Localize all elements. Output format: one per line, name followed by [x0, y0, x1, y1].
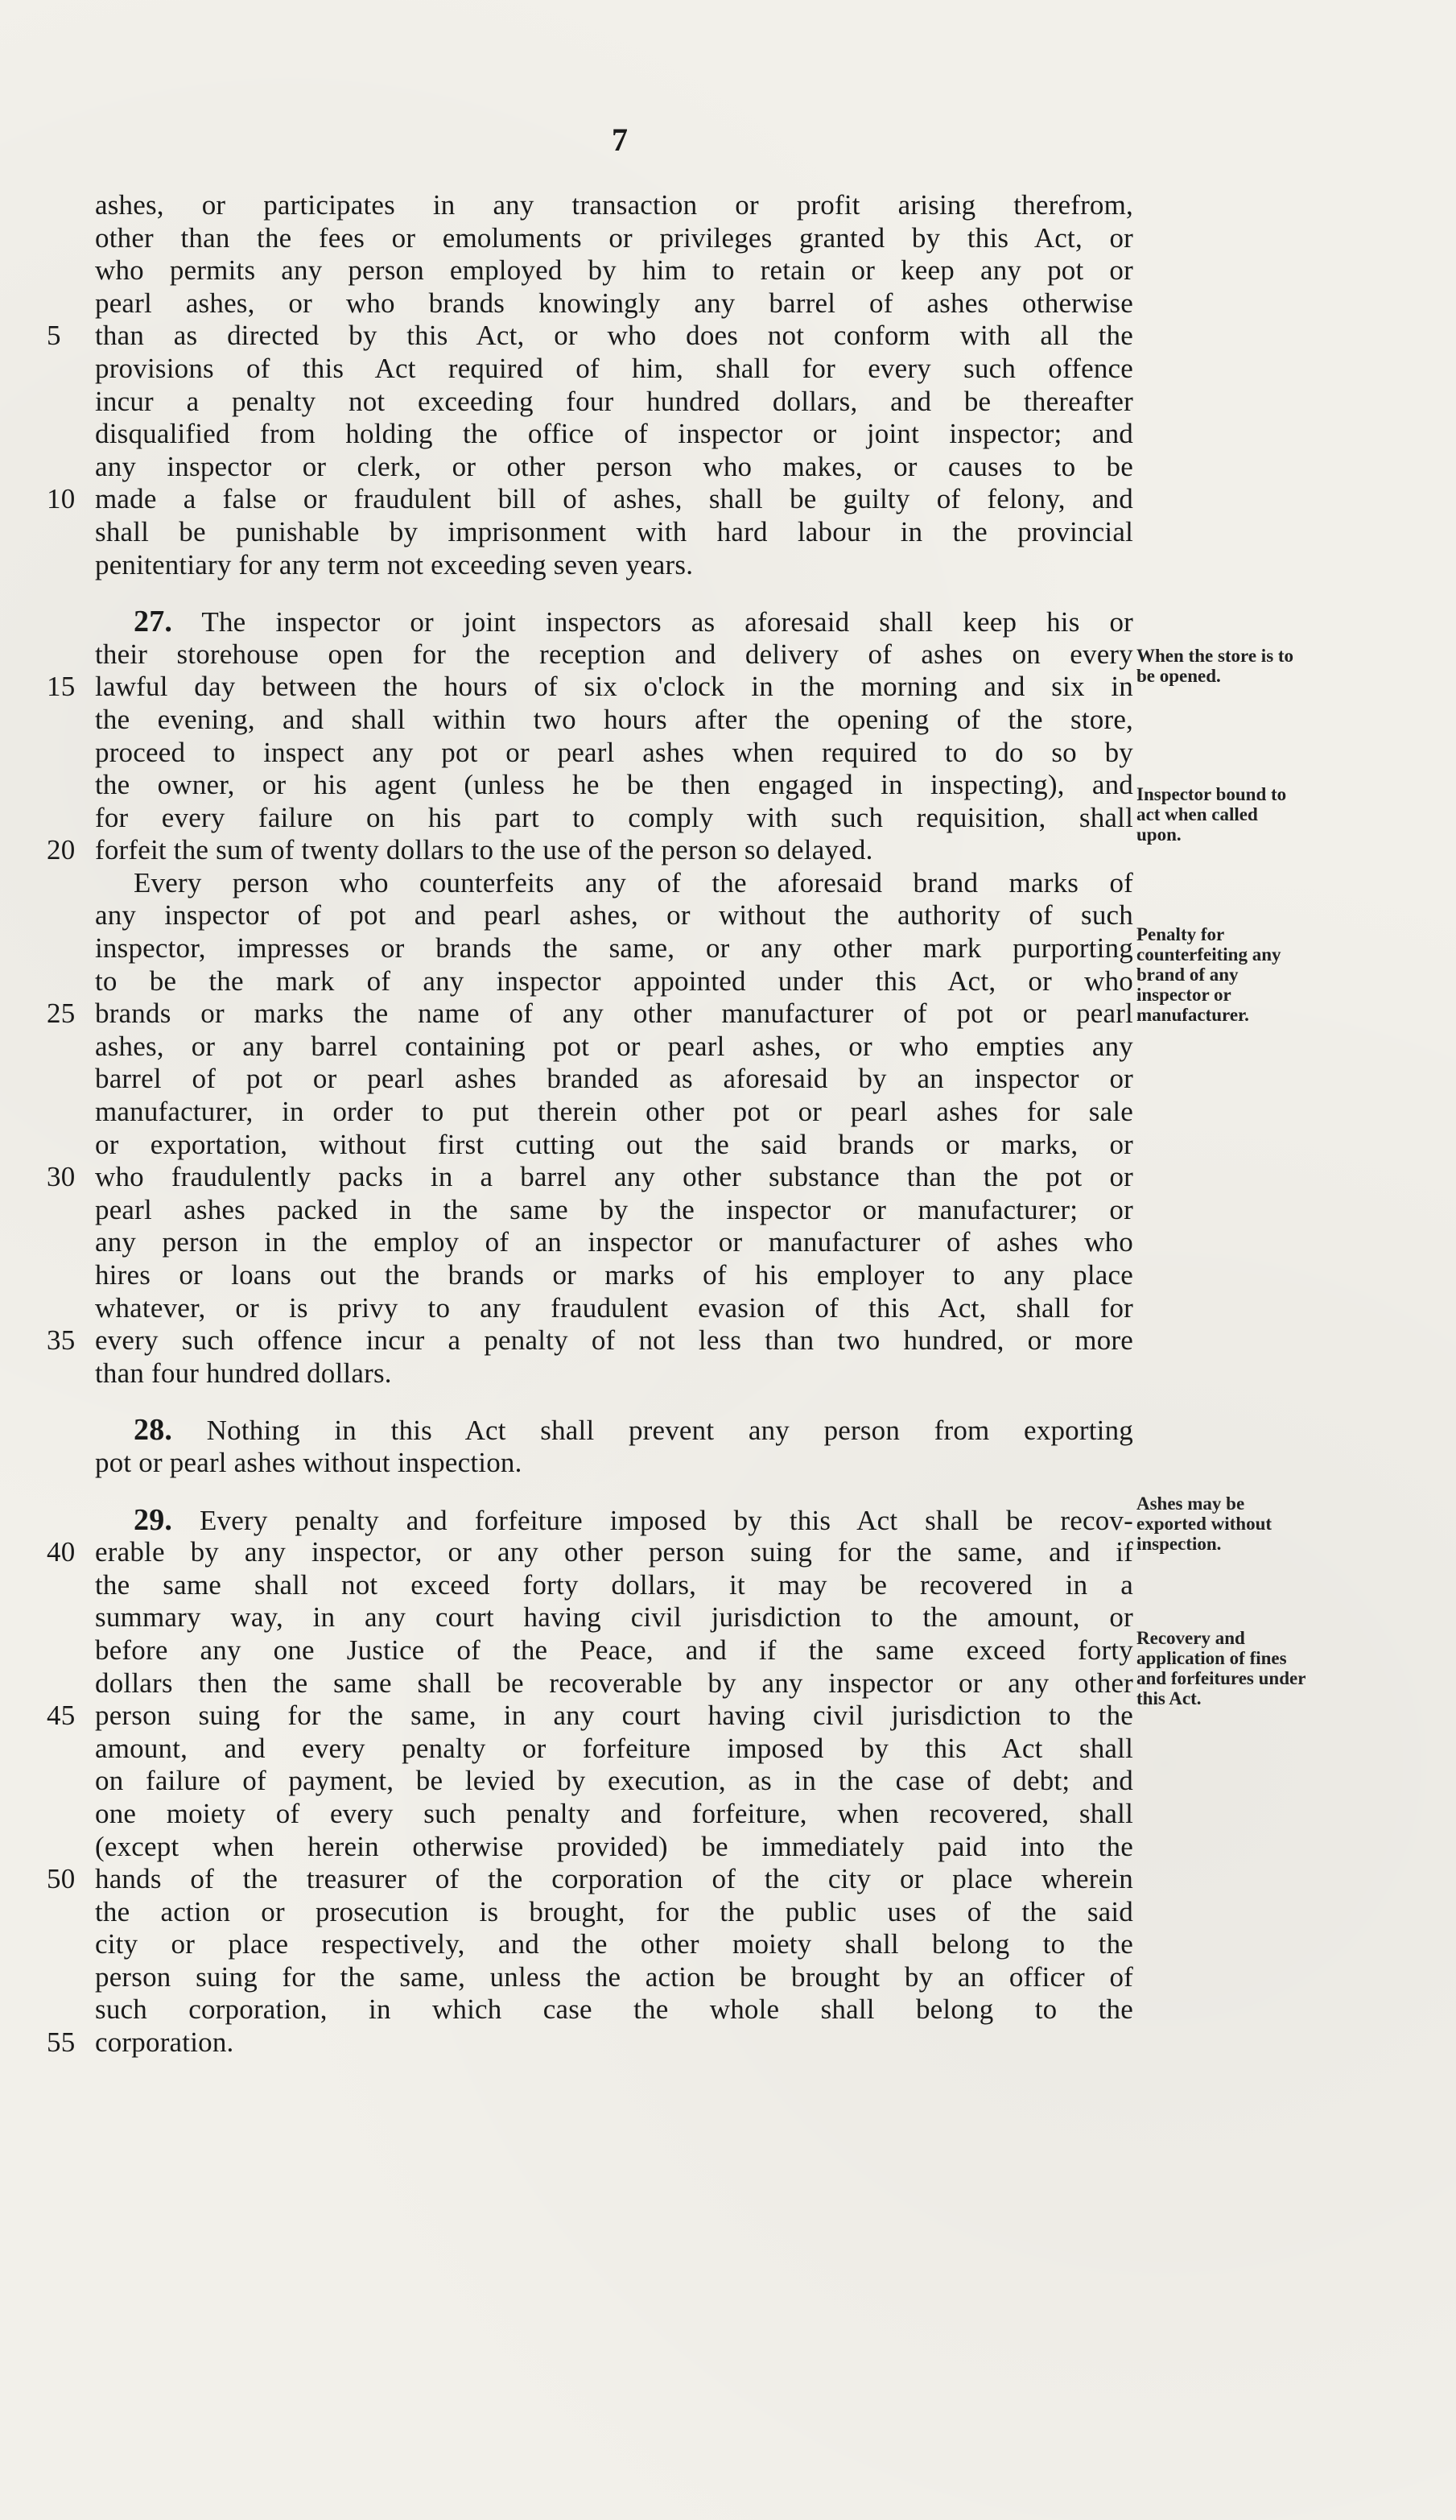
line-text: any inspector of pot and pearl ashes, or without the authority of such [95, 899, 1133, 932]
line-number: 35 [47, 1324, 76, 1357]
line-text: erable by any inspector, or any other person suing for the same, and if [95, 1536, 1133, 1568]
text-line [95, 516, 1133, 549]
text-line [47, 998, 1133, 1031]
text-line [95, 1961, 1133, 1994]
text-line [47, 483, 1133, 516]
line-text: person suing for the same, in any court having civil jurisdiction to the [95, 1700, 1133, 1732]
line-text: ashes, or participates in any transaction or profit arising therefrom, [95, 189, 1133, 221]
line-text: manufacturer, in order to put therein other pot or pearl ashes for sale [95, 1096, 1133, 1128]
text-line [47, 1324, 1133, 1357]
line-text: incur a penalty not exceeding four hundred dollars, and be thereafter [95, 385, 1133, 417]
line-text: such corporation, in which case the whole shall belong to the [95, 1993, 1133, 2026]
line-text: (except when herein otherwise provided) be immediately paid into the [95, 1830, 1133, 1862]
line-number: 10 [47, 483, 76, 515]
line-number: 20 [47, 834, 76, 866]
line-text: pot or pearl ashes without inspection. [95, 1446, 522, 1478]
text-line [47, 1536, 1133, 1569]
text-line [95, 769, 1133, 802]
margin-note-store-opened: When the store is to be opened. [1136, 646, 1294, 686]
line-text: Nothing in this Act shall prevent any person from exporting [172, 1415, 1133, 1447]
line-text: corporation. [95, 2026, 234, 2059]
line-text: shall be punishable by imprisonment with hard labour in the provincial [95, 515, 1133, 547]
line-text: Every person who counterfeits any of the aforesaid brand marks of [134, 866, 1133, 899]
line-text: lawful day between the hours of six o'clock in the morning and six in [95, 671, 1133, 703]
text-line [95, 189, 1133, 222]
margin-note-counterfeiting-penalty: Penalty for counterfeiting any brand of any inspector or manufacturer. [1136, 924, 1281, 1025]
line-text: the action or prosecution is brought, for the public uses of the said [95, 1895, 1133, 1927]
text-line [95, 1357, 1133, 1390]
line-text: the owner, or his agent (unless he be then engaged in inspecting), and [95, 769, 1133, 801]
document-body [47, 189, 1133, 2059]
line-number: 30 [47, 1161, 76, 1193]
text-line [95, 1226, 1133, 1259]
line-text: one moiety of every such penalty and forfeiture, when recovered, shall [95, 1797, 1133, 1829]
line-text: the same shall not exceed forty dollars, it may be recovered in a [95, 1568, 1133, 1601]
line-text: person suing for the same, unless the action be brought by an officer of [95, 1960, 1133, 1993]
line-text: or exportation, without first cutting out the said brands or marks, or [95, 1128, 1133, 1160]
text-line [47, 834, 1133, 867]
section-number: 29. [134, 1502, 173, 1537]
paragraph-gap [95, 1390, 1133, 1414]
text-line [95, 1667, 1133, 1700]
line-text: amount, and every penalty or forfeiture imposed by this Act shall [95, 1732, 1133, 1764]
text-line [95, 1259, 1133, 1292]
line-text: hands of the treasurer of the corporation of the city or place wherein [95, 1863, 1133, 1895]
line-text: than as directed by this Act, or who does not conform with all the [95, 320, 1133, 352]
text-line [95, 704, 1133, 737]
line-text: dollars then the same shall be recoverable by any inspector or any other [95, 1667, 1133, 1699]
margin-note-inspector-bound: Inspector bound to act when called upon. [1136, 784, 1287, 845]
text-line [95, 222, 1133, 255]
line-text: The inspector or joint inspectors as aforesaid shall keep his or [172, 606, 1133, 638]
line-text: ashes, or any barrel containing pot or pearl ashes, or who empties any [95, 1030, 1133, 1062]
text-line [95, 1798, 1133, 1831]
line-text: pearl ashes, or who brands knowingly any barrel of ashes otherwise [95, 287, 1133, 319]
line-text: their storehouse open for the reception and delivery of ashes on every [95, 638, 1133, 670]
text-line [47, 1700, 1133, 1733]
section-number: 27. [134, 605, 173, 639]
line-number: 25 [47, 998, 76, 1030]
line-text: city or place respectively, and the other moiety shall belong to the [95, 1928, 1133, 1960]
text-line [95, 1601, 1133, 1634]
text-line [95, 1414, 1133, 1447]
text-line [47, 2026, 1133, 2059]
line-text: provisions of this Act required of him, shall for every such offence [95, 352, 1133, 384]
paragraph-gap [95, 581, 1133, 605]
line-text: pearl ashes packed in the same by the inspector or manufacturer; or [95, 1193, 1133, 1225]
text-line [95, 899, 1133, 932]
section-number: 28. [134, 1413, 173, 1448]
text-line [95, 867, 1133, 900]
text-line [95, 1129, 1133, 1162]
text-line [95, 1194, 1133, 1227]
line-text: Every penalty and forfeiture imposed by this Act shall be recov- [172, 1504, 1133, 1536]
line-text: to be the mark of any inspector appointed under this Act, or who [95, 965, 1133, 997]
text-line [95, 605, 1133, 638]
text-line [95, 353, 1133, 386]
line-text: the evening, and shall within two hours after the opening of the store, [95, 703, 1133, 735]
text-line [95, 549, 1133, 582]
text-line [95, 1634, 1133, 1667]
text-line [95, 1447, 1133, 1480]
text-line [95, 287, 1133, 320]
text-line [95, 737, 1133, 770]
line-text: proceed to inspect any pot or pearl ashes when required to do so by [95, 736, 1133, 768]
text-line [95, 932, 1133, 965]
line-text: barrel of pot or pearl ashes branded as aforesaid by an inspector or [95, 1063, 1133, 1095]
line-text: brands or marks the name of any other manufacturer of pot or pearl [95, 998, 1133, 1030]
text-line [95, 1993, 1133, 2026]
text-line [95, 1504, 1133, 1537]
text-line [95, 1569, 1133, 1602]
margin-note-export-without-inspection: Ashes may be exported without inspection. [1136, 1493, 1272, 1554]
text-line [47, 1863, 1133, 1896]
text-line [95, 1928, 1133, 1961]
text-line [47, 671, 1133, 704]
line-text: whatever, or is privy to any fraudulent evasion of this Act, shall for [95, 1291, 1133, 1324]
line-number: 55 [47, 2026, 76, 2059]
line-text: disqualified from holding the office of inspector or joint inspector; and [95, 418, 1133, 450]
line-text: summary way, in any court having civil jurisdiction to the amount, or [95, 1601, 1133, 1634]
line-number: 15 [47, 671, 76, 703]
line-text: hires or loans out the brands or marks of his employer to any place [95, 1259, 1133, 1291]
text-line [95, 1096, 1133, 1129]
line-text: any inspector or clerk, or other person who makes, or causes to be [95, 450, 1133, 482]
text-line [95, 1831, 1133, 1864]
page-number: 7 [612, 122, 628, 158]
line-text: any person in the employ of an inspector or manufacturer of ashes who [95, 1226, 1133, 1258]
text-line [95, 1765, 1133, 1798]
line-text: penitentiary for any term not exceeding seven years. [95, 548, 694, 580]
line-text: than four hundred dollars. [95, 1357, 392, 1389]
line-number: 50 [47, 1863, 76, 1895]
text-line [95, 451, 1133, 484]
margin-note-recovery-of-fines: Recovery and application of fines and forfeitures under this Act. [1136, 1628, 1305, 1708]
text-line [47, 320, 1133, 353]
text-line [95, 1031, 1133, 1064]
paragraph-gap [95, 1480, 1133, 1504]
text-line [47, 1161, 1133, 1194]
text-line [95, 638, 1133, 671]
line-text: who permits any person employed by him to retain or keep any pot or [95, 254, 1133, 287]
text-line [95, 386, 1133, 419]
line-text: every such offence incur a penalty of not less than two hundred, or more [95, 1324, 1133, 1357]
text-line [95, 418, 1133, 451]
line-text: for every failure on his part to comply with such requisition, shall [95, 801, 1133, 833]
line-text: other than the fees or emoluments or privileges granted by this Act, or [95, 221, 1133, 254]
text-line [95, 802, 1133, 835]
text-line [95, 1292, 1133, 1325]
line-text: who fraudulently packs in a barrel any other substance than the pot or [95, 1161, 1133, 1193]
line-text: forfeit the sum of twenty dollars to the use of the person so delayed. [95, 834, 873, 866]
line-text: inspector, impresses or brands the same, or any other mark purporting [95, 932, 1133, 965]
line-number: 45 [47, 1700, 76, 1732]
line-text: on failure of payment, be levied by execution, as in the case of debt; and [95, 1765, 1133, 1797]
line-number: 40 [47, 1536, 76, 1568]
line-text: before any one Justice of the Peace, and if the same exceed forty [95, 1634, 1133, 1666]
text-line [95, 1733, 1133, 1766]
text-line [95, 254, 1133, 287]
text-line [95, 965, 1133, 998]
line-text: made a false or fraudulent bill of ashes, shall be guilty of felony, and [95, 483, 1133, 515]
text-line [95, 1063, 1133, 1096]
text-line [95, 1896, 1133, 1929]
line-number: 5 [47, 320, 61, 352]
